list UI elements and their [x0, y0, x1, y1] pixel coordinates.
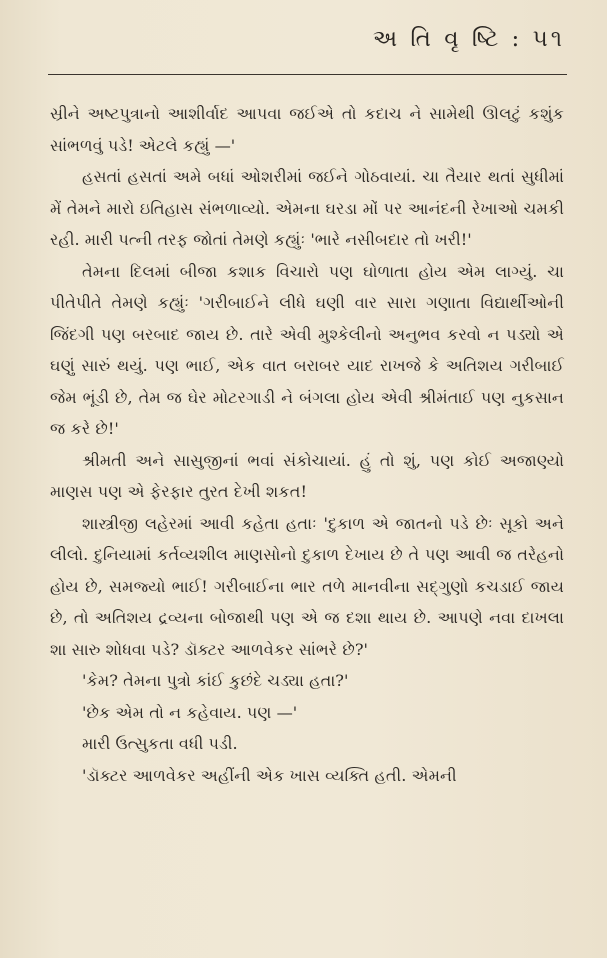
paragraph-4: શ્રીમતી અને સાસુજીનાં ભવાં સંકોચાયાં. હું તો શું, પણ કોઈ અજાણ્યો માણસ પણ એ ફેરફાર તુરત દેખી શકત! [50, 450, 564, 501]
paragraph-9: 'ડૉક્ટર આળવેકર અહીંની એક ખાસ વ્યક્તિ હતી. એમની [82, 765, 457, 785]
paragraph-8: મારી ઉત્સુકતા વધી પડી. [82, 734, 238, 753]
paragraph-1: સ્રીને અષ્ટપુત્રાનો આશીર્વાદ આપવા જઈએ તો કદાચ ને સામેથી ઊલટું કશુંક સાંભળવું પડે! એટલે કહ્યું —' [50, 104, 564, 155]
page-body [50, 98, 564, 791]
paragraph-7: 'છેક એમ તો ન કહેવાય. પણ —' [82, 702, 298, 722]
running-header: અ તિ વૃ ષ્ટિ : ૫૧ [372, 26, 565, 52]
paragraph-2: હસતાં હસતાં અમે બધાં ઓશરીમાં જઈને ગોઠવાયાં. ચા તૈયાર થતાં સુધીમાં મેં તેમને મારો ઇતિહાસ સંભળાવ્યો. એમના ઘરડા મોં પર આનંદની રેખાઓ ચમકી રહી. મારી પત્ની તરફ જોતાં તેમણે કહ્યુંઃ 'ભારે નસીબદાર તો ખરી!' [50, 167, 564, 249]
header-rule [48, 74, 567, 75]
paragraph-3: તેમના દિલમાં બીજા કશાક વિચારો પણ ઘોળાતા હોય એમ લાગ્યું. ચા પીતેપીતે તેમણે કહ્યુંઃ 'ગરીબાઈને લીધે ઘણી વાર સારા ગણાતા વિદ્યાર્થીઓની જિંદગી પણ બરબાદ જાય છે. તારે એવી મુશ્કેલીનો અનુભવ કરવો ન પડ્યો એ ઘણું સારું થયું. પણ ભાઈ, એક વાત બરાબર યાદ રાખજે કે અતિશય ગરીબાઈ જેમ ભૂંડી છે, તેમ જ ઘેર મોટરગાડી ને બંગલા હોય એવી શ્રીમંતાઈ પણ નુકસાન જ કરે છે!' [50, 261, 564, 438]
paragraph-5: શાસ્ત્રીજી લહેરમાં આવી કહેતા હતાઃ 'દુકાળ એ જાતનો પડે છેઃ સૂકો અને લીલો. દુનિયામાં કર્તવ્યશીલ માણસોનો દુકાળ દેખાય છે તે પણ આવી જ તરેહનો હોય છે, સમજ્યો ભાઈ! ગરીબાઈના ભાર તળે માનવીના સદ્ગુણો કચડાઈ જાય છે, તો અતિશય દ્રવ્યના બોજાથી પણ એ જ દશા થાય છે. આપણે નવા દાખલા શા સારુ શોધવા પડે? ડૉક્ટર આળવેકર સાંભરે છે?' [50, 513, 564, 659]
paragraph-6: 'કેમ? તેમના પુત્રો કાંઈ કુછંદે ચડ્યા હતા?' [82, 671, 349, 690]
